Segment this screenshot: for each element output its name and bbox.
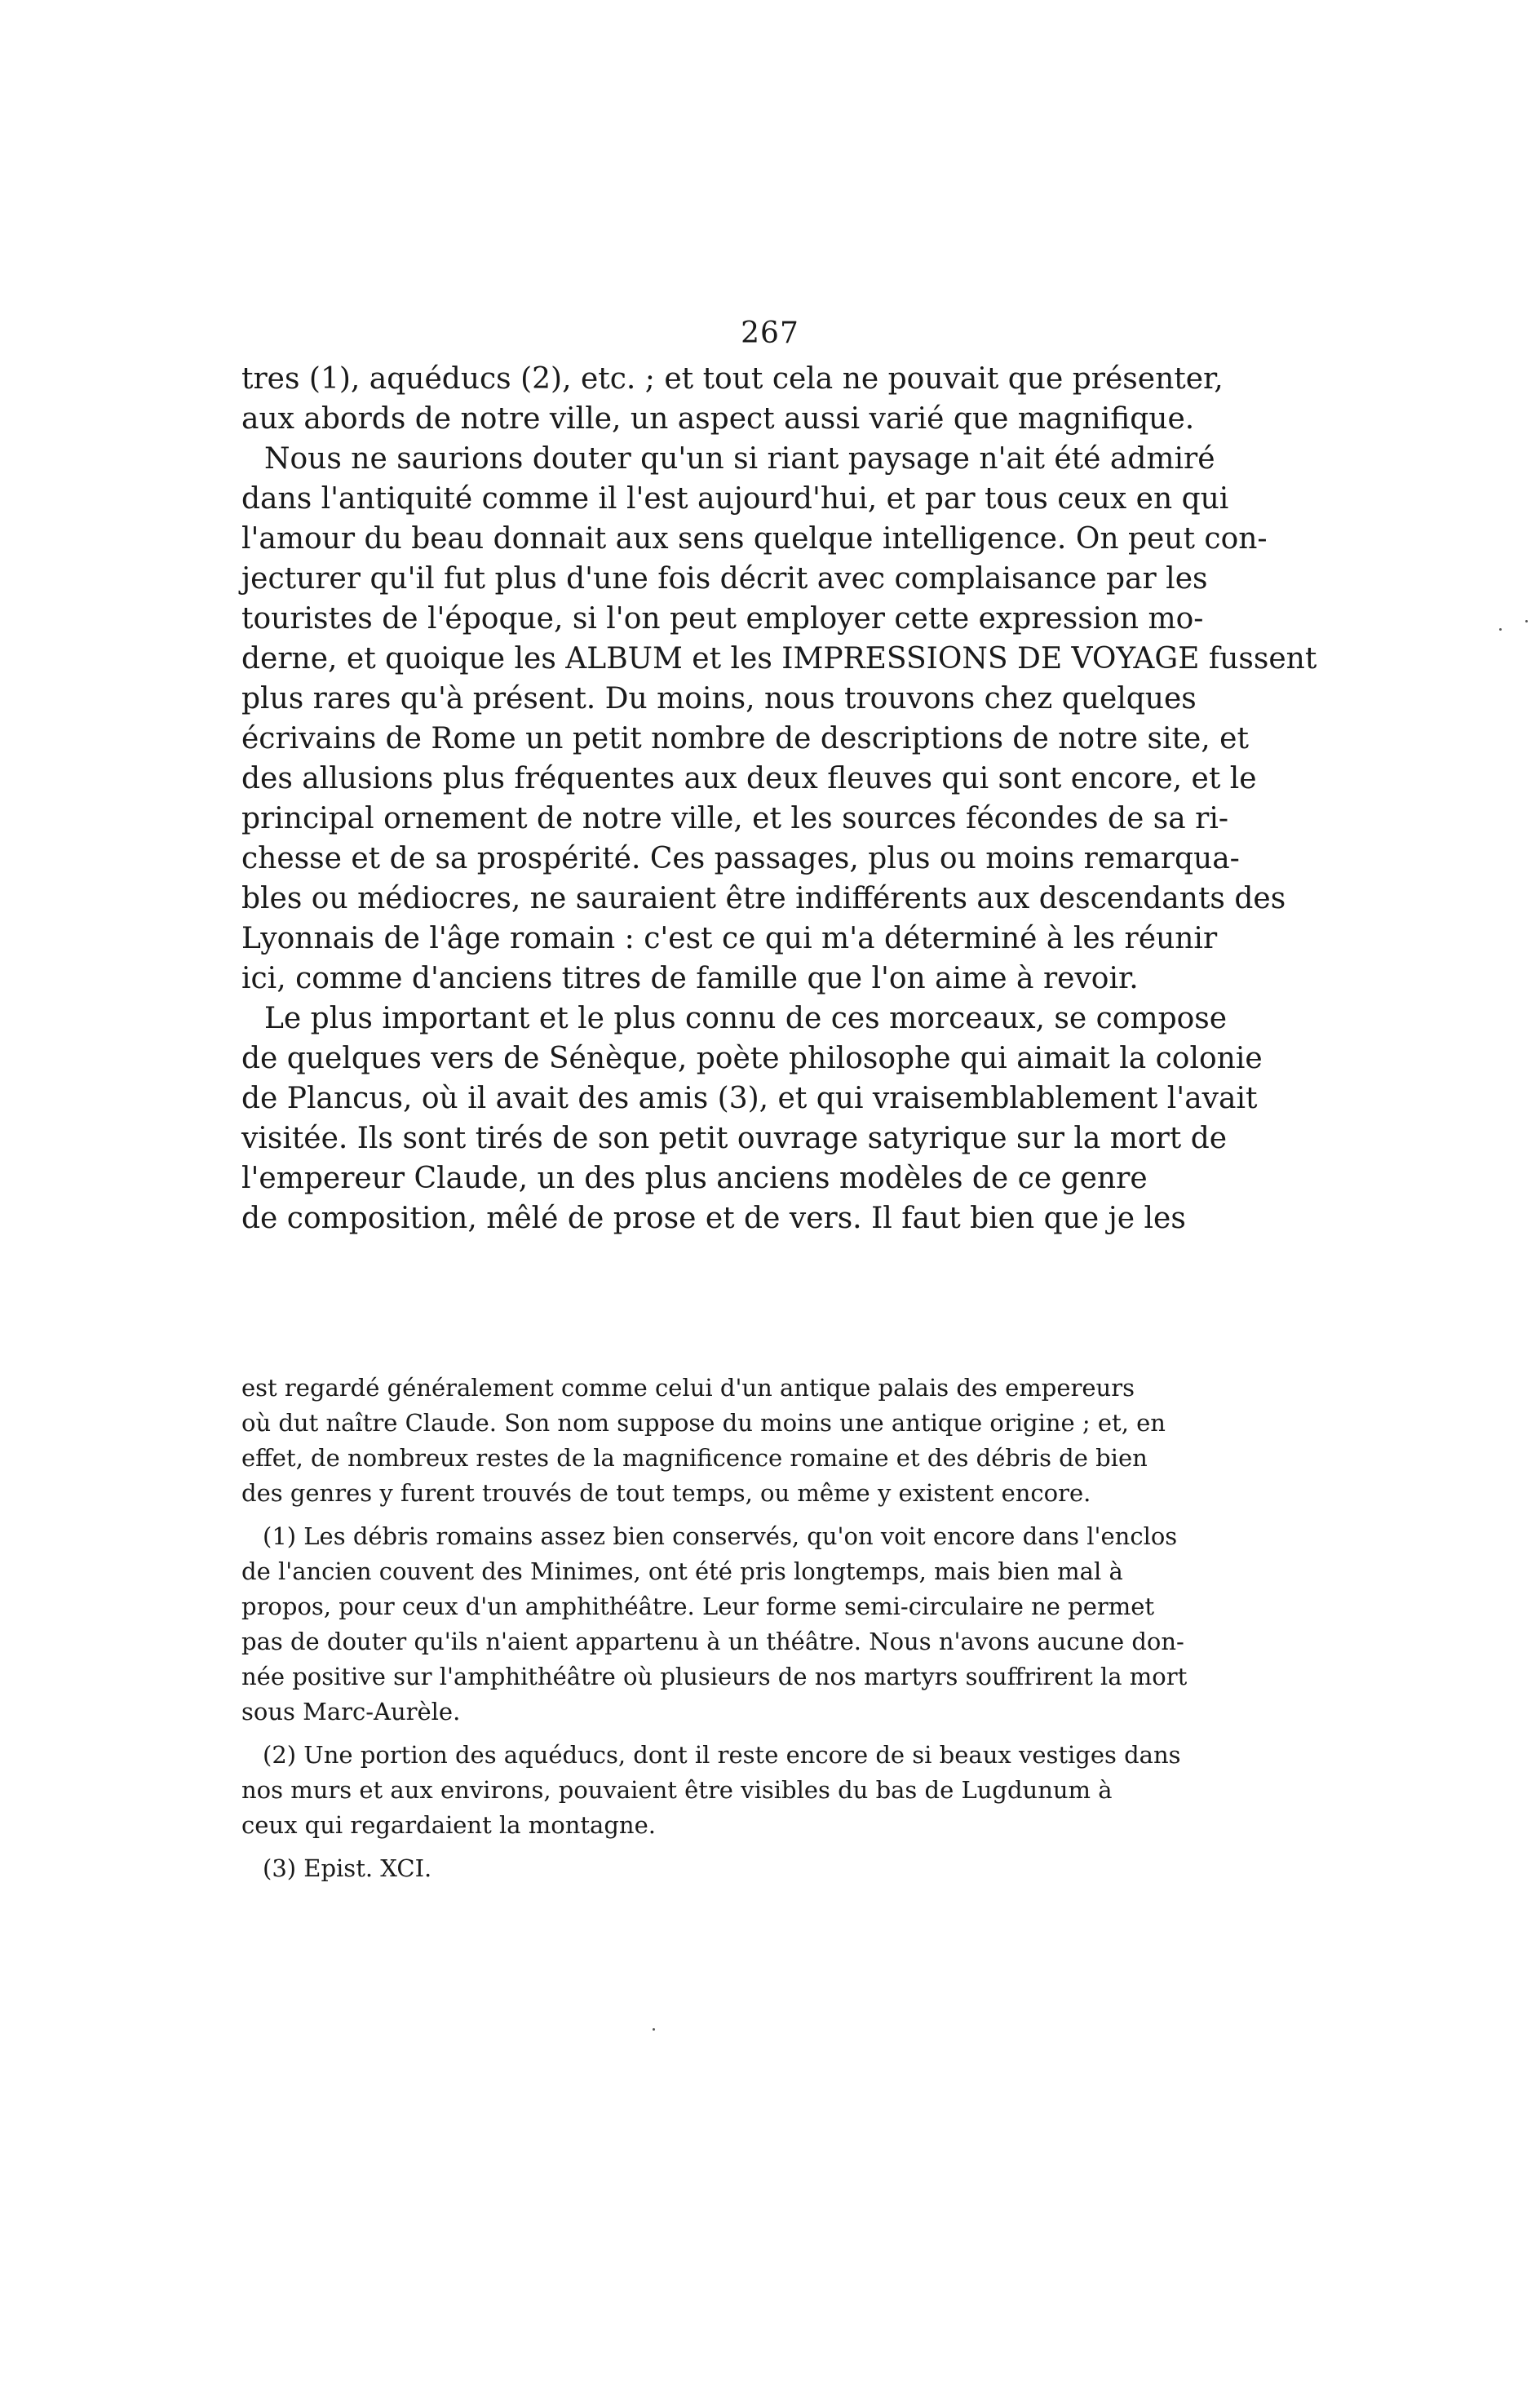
text-line: de composition, mêlé de prose et de vers. Il faut bien que je les: [241, 1202, 1186, 1235]
footnotes: [241, 1371, 1188, 1894]
footnote-line: (3) Epist. XCI.: [263, 1854, 432, 1882]
text-line: chesse et de sa prospérité. Ces passages, plus ou moins remarqua-: [241, 842, 1240, 875]
footnote-line: où dut naître Claude. Son nom suppose du moins une antique origine ; et, en: [241, 1409, 1166, 1437]
paragraph-2: [241, 439, 1317, 999]
paragraph-1: [241, 359, 1224, 439]
text-line: des allusions plus fréquentes aux deux fleuves qui sont encore, et le: [241, 762, 1257, 795]
page-number: 267: [741, 317, 799, 350]
main-text: [241, 359, 1317, 1238]
text-line: ici, comme d'anciens titres de famille que l'on aime à revoir.: [241, 962, 1139, 995]
paragraph-3: [241, 999, 1263, 1238]
text-line: l'empereur Claude, un des plus anciens modèles de ce genre: [241, 1162, 1148, 1195]
footnote-line: de l'ancien couvent des Minimes, ont été pris longtemps, mais bien mal à: [241, 1557, 1123, 1585]
scan-speck: [653, 2028, 655, 2031]
text-line: plus rares qu'à présent. Du moins, nous trouvons chez quelques: [241, 682, 1197, 715]
footnote-1: [241, 1519, 1188, 1730]
footnote-3: [241, 1851, 1109, 1886]
footnote-line: née positive sur l'amphithéâtre où plusieurs de nos martyrs souffrirent la mort: [241, 1663, 1188, 1690]
text-line: principal ornement de notre ville, et les sources fécondes de sa ri-: [241, 802, 1229, 835]
footnote-line: (2) Une portion des aquéducs, dont il reste encore de si beaux vestiges dans: [263, 1741, 1181, 1769]
text-line: jecturer qu'il fut plus d'une fois décrit avec complaisance par les: [241, 562, 1208, 596]
footnote-line: des genres y furent trouvés de tout temps, ou même y existent encore.: [241, 1479, 1091, 1507]
text-line: visitée. Ils sont tirés de son petit ouvrage satyrique sur la mort de: [241, 1122, 1228, 1155]
footnote-line: est regardé généralement comme celui d'un antique palais des empereurs: [241, 1374, 1135, 1402]
text-line: Le plus important et le plus connu de ces morceaux, se compose: [264, 1002, 1228, 1035]
footnote-2: [241, 1738, 1181, 1843]
text-line: de Plancus, où il avait des amis (3), et qui vraisemblablement l'avait: [241, 1082, 1258, 1115]
footnote-line: ceux qui regardaient la montagne.: [241, 1811, 656, 1839]
text-line: dans l'antiquité comme il l'est aujourd'hui, et par tous ceux en qui: [241, 482, 1229, 516]
text-line: de quelques vers de Sénèque, poète philosophe qui aimait la colonie: [241, 1042, 1263, 1075]
text-line: tres (1), aquéducs (2), etc. ; et tout cela ne pouvait que présenter,: [241, 362, 1224, 396]
text-line: l'amour du beau donnait aux sens quelque intelligence. On peut con-: [241, 522, 1268, 556]
footnote-line: pas de douter qu'ils n'aient appartenu à un théâtre. Nous n'avons aucune don-: [241, 1628, 1184, 1655]
text-line: Nous ne saurions douter qu'un si riant paysage n'ait été admiré: [264, 442, 1215, 476]
footnote-line: effet, de nombreux restes de la magnificence romaine et des débris de bien: [241, 1444, 1148, 1472]
footnote-line: propos, pour ceux d'un amphithéâtre. Leur forme semi-circulaire ne permet: [241, 1593, 1155, 1620]
footnote-line: nos murs et aux environs, pouvaient être visibles du bas de Lugdunum à: [241, 1776, 1113, 1804]
text-line: bles ou médiocres, ne sauraient être indifférents aux descendants des: [241, 882, 1286, 915]
footnote-line: (1) Les débris romains assez bien conservés, qu'on voit encore dans l'enclos: [263, 1522, 1178, 1550]
text-line: écrivains de Rome un petit nombre de descriptions de notre site, et: [241, 722, 1249, 755]
text-line: derne, et quoique les ALBUM et les IMPRESSIONS DE VOYAGE fussent: [241, 642, 1317, 676]
footnote-continuation: [241, 1371, 1166, 1511]
scan-speck: [1499, 628, 1502, 631]
footnote-line: sous Marc-Aurèle.: [241, 1698, 461, 1725]
scan-speck: [1525, 620, 1528, 622]
text-line: Lyonnais de l'âge romain : c'est ce qui m'a déterminé à les réunir: [241, 922, 1218, 955]
text-line: touristes de l'époque, si l'on peut employer cette expression mo-: [241, 602, 1204, 636]
text-line: aux abords de notre ville, un aspect aussi varié que magnifique.: [241, 402, 1195, 436]
